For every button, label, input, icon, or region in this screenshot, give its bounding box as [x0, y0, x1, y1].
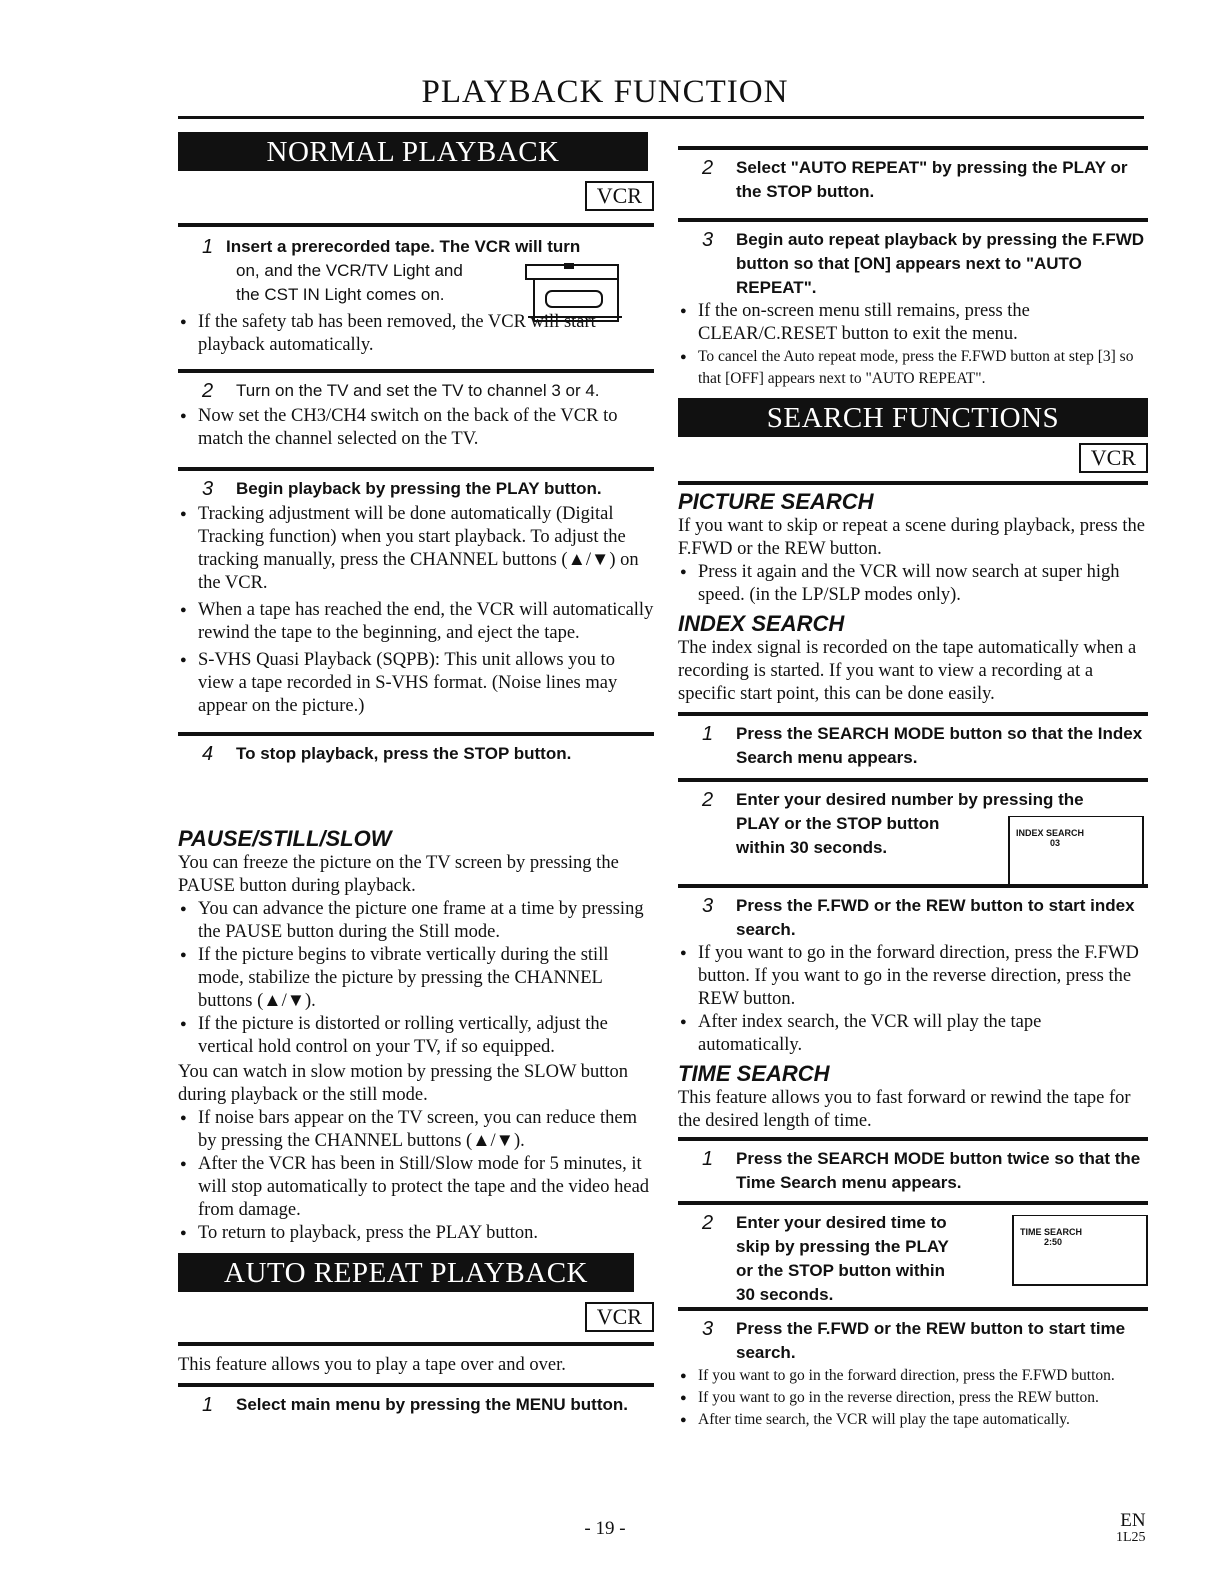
vcr-tag: VCR	[585, 1302, 654, 1332]
divider	[678, 1137, 1148, 1141]
time-search-note: ● If you want to go in the reverse direction, press the REW button.	[678, 1387, 1148, 1409]
search-heading: SEARCH FUNCTIONS	[678, 398, 1148, 437]
step-number: 3	[702, 229, 714, 251]
step-line: within 30 seconds.	[736, 838, 888, 857]
step-text: To stop playback, press the STOP button.	[236, 744, 572, 763]
auto-repeat-step-3	[678, 228, 1148, 300]
screen-label: INDEX SEARCH	[1016, 828, 1085, 838]
divider	[178, 1342, 654, 1346]
step-number: 3	[202, 478, 214, 500]
divider	[678, 1307, 1148, 1311]
divider	[678, 778, 1148, 782]
divider	[678, 481, 1148, 485]
step-text: Turn on the TV and set the TV to channel 3 or 4.	[236, 381, 600, 400]
step-line: Enter your desired time to	[736, 1213, 947, 1232]
normal-step-3-note: ● S-VHS Quasi Playback (SQPB): This unit allows you to view a tape recorded in S-VHS format. (Noise lines may appear on the picture.)	[178, 649, 654, 718]
normal-step-3	[178, 477, 654, 501]
step-text: Select main menu by pressing the MENU button.	[236, 1395, 628, 1414]
divider	[178, 732, 654, 736]
index-step-3	[678, 894, 1148, 942]
picture-search-note: ● Press it again and the VCR will now search at super high speed. (in the LP/SLP modes only).	[678, 561, 1148, 607]
divider	[678, 218, 1148, 222]
auto-repeat-note: ● To cancel the Auto repeat mode, press the F.FWD button at step [3] so that [OFF] appears next to "AUTO REPEAT".	[678, 346, 1148, 390]
step-text: Press the SEARCH MODE button so that the Index Search menu appears.	[736, 724, 1143, 767]
auto-repeat-step-1	[178, 1393, 654, 1417]
picture-search-heading: PICTURE SEARCH	[678, 489, 874, 514]
pause-note: ● You can advance the picture one frame at a time by pressing the PAUSE button during the Still mode.	[178, 898, 654, 944]
divider	[678, 146, 1148, 150]
auto-repeat-note: ● If the on-screen menu still remains, press the CLEAR/C.RESET button to exit the menu.	[678, 300, 1148, 346]
step-line: Insert a prerecorded tape. The VCR will turn	[226, 237, 581, 256]
left-column	[178, 132, 654, 1417]
vcr-tag-row	[678, 443, 1148, 473]
language-label: EN	[1120, 1510, 1146, 1531]
picture-search-text: If you want to skip or repeat a scene during playback, press the F.FWD or the REW button.	[678, 516, 1145, 559]
step-text: Press the F.FWD or the REW button to start index search.	[736, 896, 1135, 939]
step-text: Press the SEARCH MODE button twice so that the Time Search menu appears.	[736, 1149, 1141, 1192]
vcr-tag: VCR	[1079, 443, 1148, 473]
step-number: 1	[202, 236, 214, 258]
slow-note: ● After the VCR has been in Still/Slow mode for 5 minutes, it will stop automatically to protect the tape and the video head from damage.	[178, 1153, 654, 1222]
step-number: 3	[702, 895, 714, 917]
divider	[178, 369, 654, 373]
step-line: Enter your desired number by pressing the	[736, 790, 1084, 809]
index-search-note: ● After index search, the VCR will play the tape automatically.	[678, 1011, 1148, 1057]
step-text: Begin playback by pressing the PLAY button.	[236, 479, 602, 498]
step-number: 2	[202, 380, 214, 402]
slow-intro: You can watch in slow motion by pressing the SLOW button during playback or the still mode.	[178, 1062, 628, 1105]
normal-step-2	[178, 379, 654, 403]
pause-note: ● If the picture begins to vibrate vertically during the still mode, stabilize the picture by pressing the CHANNEL buttons (▲/▼).	[178, 944, 654, 1013]
normal-step-1-note: ● If the safety tab has been removed, the VCR will start playback automatically.	[178, 311, 654, 357]
model-code: 1L25	[1116, 1530, 1146, 1545]
normal-step-3-note: ● Tracking adjustment will be done automatically (Digital Tracking function) when you start playback. To adjust the tracking manually, press the CHANNEL buttons (▲/▼) on the VCR.	[178, 503, 654, 595]
time-step-1	[678, 1147, 1148, 1195]
time-search-screen	[1012, 1215, 1148, 1286]
index-step-2	[678, 788, 1148, 884]
index-search-note: ● If you want to go in the forward direction, press the F.FWD button. If you want to go in the reverse direction, press the REW button.	[678, 942, 1148, 1011]
normal-step-4	[178, 742, 654, 766]
step-line: skip by pressing the PLAY	[736, 1237, 949, 1256]
pause-intro: You can freeze the picture on the TV screen by pressing the PAUSE button during playback.	[178, 853, 619, 896]
divider	[178, 467, 654, 471]
auto-repeat-intro: This feature allows you to play a tape over and over.	[178, 1355, 566, 1375]
step-line: PLAY or the STOP button	[736, 814, 940, 833]
time-search-note: ● After time search, the VCR will play the tape automatically.	[678, 1409, 1148, 1431]
time-search-note: ● If you want to go in the forward direction, press the F.FWD button.	[678, 1365, 1148, 1387]
language-code	[1116, 1512, 1146, 1546]
pause-note: ● If the picture is distorted or rolling vertically, adjust the vertical hold control on your TV, if so equipped.	[178, 1013, 654, 1059]
normal-step-1	[178, 235, 654, 307]
screen-value: 03	[1050, 838, 1061, 848]
index-search-heading: INDEX SEARCH	[678, 611, 845, 636]
step-number: 1	[202, 1394, 214, 1416]
screen-label: TIME SEARCH	[1020, 1227, 1083, 1237]
step-number: 3	[702, 1318, 714, 1340]
time-search-heading: TIME SEARCH	[678, 1061, 830, 1086]
vcr-tag-row	[178, 181, 654, 211]
pause-heading: PAUSE/STILL/SLOW	[178, 826, 392, 851]
page-number: - 19 -	[584, 1518, 626, 1539]
index-step-1	[678, 722, 1148, 770]
slow-note: ● To return to playback, press the PLAY button.	[178, 1222, 654, 1245]
auto-repeat-step-2	[678, 156, 1148, 204]
step-line: on, and the VCR/TV Light and	[236, 261, 463, 280]
normal-step-2-note: ● Now set the CH3/CH4 switch on the back of the VCR to match the channel selected on the TV.	[178, 405, 654, 451]
step-number: 2	[702, 789, 714, 811]
step-number: 2	[702, 157, 714, 179]
step-text: Press the F.FWD or the REW button to start time search.	[736, 1319, 1126, 1362]
step-line: or the STOP button within	[736, 1261, 946, 1280]
screen-value: 2:50	[1044, 1237, 1063, 1247]
title-rule	[178, 116, 1144, 119]
vcr-tag-row	[178, 1302, 654, 1332]
normal-playback-heading: NORMAL PLAYBACK	[178, 132, 648, 171]
step-line: 30 seconds.	[736, 1285, 834, 1304]
divider	[678, 1201, 1148, 1205]
step-number: 1	[702, 723, 714, 745]
divider	[178, 1383, 654, 1387]
right-column	[678, 132, 1148, 1431]
page-title: PLAYBACK FUNCTION	[421, 74, 789, 110]
step-line: the CST IN Light comes on.	[236, 285, 445, 304]
normal-step-3-note: ● When a tape has reached the end, the VCR will automatically rewind the tape to the beginning, and eject the tape.	[178, 599, 654, 645]
step-text: Select "AUTO REPEAT" by pressing the PLAY or the STOP button.	[736, 158, 1128, 201]
index-search-screen	[1008, 816, 1144, 887]
time-step-2	[678, 1211, 1148, 1307]
step-number: 2	[702, 1212, 714, 1234]
slow-note: ● If noise bars appear on the TV screen, you can reduce them by pressing the CHANNEL buttons (▲/▼).	[178, 1107, 654, 1153]
vcr-tag: VCR	[585, 181, 654, 211]
step-number: 4	[202, 743, 214, 765]
time-search-text: This feature allows you to fast forward or rewind the tape for the desired length of time.	[678, 1088, 1131, 1131]
step-text: Begin auto repeat playback by pressing the F.FWD button so that [ON] appears next to "AUTO REPEAT".	[736, 230, 1145, 297]
auto-repeat-heading: AUTO REPEAT PLAYBACK	[178, 1253, 634, 1292]
step-number: 1	[702, 1148, 714, 1170]
index-search-text: The index signal is recorded on the tape automatically when a recording is started. If you want to view a recording at a specific start point, this can be done easily.	[678, 638, 1137, 704]
divider	[178, 223, 654, 227]
time-step-3	[678, 1317, 1148, 1365]
divider	[678, 712, 1148, 716]
